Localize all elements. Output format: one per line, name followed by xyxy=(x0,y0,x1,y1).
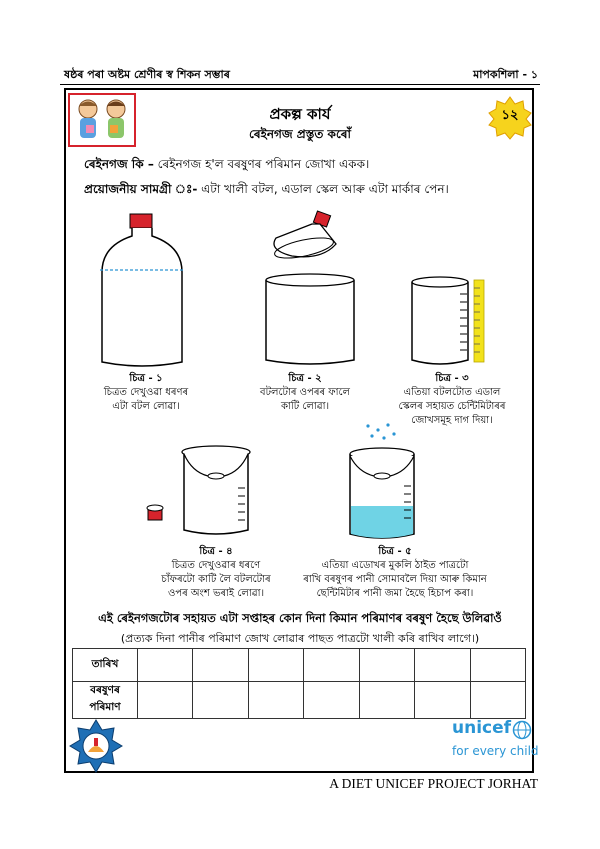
page-title: প্ৰকল্প কাৰ্য xyxy=(269,105,331,123)
figure-5-label: চিত্ৰ - ৫ xyxy=(378,546,412,557)
figure-1-caption xyxy=(71,372,221,414)
figure-4-text-1: চিত্ৰত দেখুওৱাৰ ধৰণে xyxy=(171,560,261,571)
rainfall-record-table xyxy=(72,648,526,719)
figure-1-label: চিত্ৰ - ১ xyxy=(129,373,163,384)
table-cell[interactable] xyxy=(415,682,470,719)
unicef-logo: unicef xyxy=(452,718,512,738)
table-cell[interactable] xyxy=(304,649,359,682)
figure-2-caption xyxy=(230,372,380,414)
diet-emblem xyxy=(68,718,124,774)
rainfall-label-line-2: পৰিমাণ xyxy=(89,701,121,713)
figure-3-caption xyxy=(372,372,532,428)
page-subtitle: ৰেইনগজ প্ৰস্তুত কৰোঁ xyxy=(248,127,352,141)
materials-text: এটা খালী বটল, এডাল স্কেল আৰু এটা মাৰ্কাৰ পেন। xyxy=(201,182,449,196)
table-row-date xyxy=(73,649,526,682)
table-cell[interactable] xyxy=(415,649,470,682)
definition-line xyxy=(84,156,369,176)
table-row-rainfall xyxy=(73,682,526,719)
figure-3-text-1: এতিয়া বটলটোত এডাল xyxy=(403,387,501,398)
header-right-title: মাপকশিলা - ১ xyxy=(473,68,538,81)
table-cell[interactable] xyxy=(359,682,414,719)
table-cell[interactable] xyxy=(470,682,525,719)
task-note: (প্ৰত্যক দিনা পানীৰ পৰিমাণ জোখ লোৱাৰ পাছত পাত্ৰটো খালী কৰি ৰাখিব লাগে।) xyxy=(120,632,480,645)
figure-5-caption xyxy=(290,545,500,601)
definition-label: ৰেইনগজ কি – xyxy=(84,157,154,171)
figure-2-label: চিত্ৰ - ২ xyxy=(288,373,322,384)
table-cell[interactable] xyxy=(193,649,248,682)
table-cell[interactable] xyxy=(359,649,414,682)
figure-2-text-2: কাটি লোৱা। xyxy=(280,401,330,412)
unicef-tagline: for every child xyxy=(452,744,539,758)
table-cell[interactable] xyxy=(304,682,359,719)
table-cell[interactable] xyxy=(138,649,193,682)
rainfall-row-label xyxy=(73,682,138,719)
figure-5-text-2: ৰাখি বৰষুণৰ পানী সোমাবলৈ দিয়া আৰু কিমান xyxy=(303,574,487,585)
header-divider xyxy=(60,84,540,85)
date-row-label: তাৰিখ xyxy=(73,649,138,682)
figure-2-text-1: বটলটোৰ ওপৰৰ ফালে xyxy=(260,387,350,398)
materials-label: প্ৰয়োজনীয় সামগ্ৰী ঃ- xyxy=(84,182,198,196)
rainfall-label-line-1: বৰষুণৰ xyxy=(90,684,120,696)
figure-3-marked-bottle xyxy=(410,272,490,372)
figure-3-text-2: স্কেলৰ সহায়ত চেন্টিমিটাৰৰ xyxy=(398,401,506,412)
figure-5-text-3: ছেন্টিমিটাৰ পানী জমা হৈছে হিচাপ কৰা। xyxy=(316,588,474,599)
figure-4-text-3: ওপৰ অংশ ভৰাই লোৱা। xyxy=(167,588,265,599)
figure-1-text-2: এটা বটল লোৱা। xyxy=(112,401,180,412)
page-number: ১২ xyxy=(501,108,519,123)
table-cell[interactable] xyxy=(138,682,193,719)
figure-4-caption xyxy=(136,545,296,601)
table-cell[interactable] xyxy=(248,649,303,682)
figure-1-text-1: চিত্ৰত দেখুওৱা ধৰণৰ xyxy=(103,387,189,398)
table-cell[interactable] xyxy=(248,682,303,719)
figure-4-funnel-bottle xyxy=(142,440,262,540)
materials-line xyxy=(84,181,449,201)
table-cell[interactable] xyxy=(470,649,525,682)
figure-3-label: চিত্ৰ - ৩ xyxy=(435,373,469,384)
task-question: এই ৰেইনগজটোৰ সহায়ত এটা সপ্তাহৰ কোন দিনা কিমান পৰিমাণৰ বৰষুণ হৈছে উলিৱাওঁ xyxy=(98,611,502,625)
definition-text: ৰেইনগজ হ'ল বৰষুণৰ পৰিমান জোখা একক। xyxy=(157,157,370,171)
figure-4-label: চিত্ৰ - ৪ xyxy=(199,546,233,557)
figure-4-text-2: চাঁফৰটো কাটি লৈ বটলটোৰ xyxy=(161,574,271,585)
unicef-globe-icon xyxy=(512,720,532,740)
figure-1-bottle xyxy=(94,212,190,372)
figure-2-cut-bottle xyxy=(262,210,360,370)
footer-project-credit: A DIET UNICEF PROJECT JORHAT xyxy=(329,776,538,791)
header-left-title: ষষ্ঠৰ পৰা অষ্টম শ্ৰেণীৰ স্ব শিকন সম্ভাৰ xyxy=(64,68,230,81)
figure-5-text-1: এতিয়া এডোখৰ মুকলি ঠাইত পাত্ৰটো xyxy=(321,560,469,571)
table-cell[interactable] xyxy=(193,682,248,719)
figure-5-rain-gauge xyxy=(342,422,442,542)
figure-3-text-3: জোখসমূহ দাগ দিয়া। xyxy=(411,415,493,426)
